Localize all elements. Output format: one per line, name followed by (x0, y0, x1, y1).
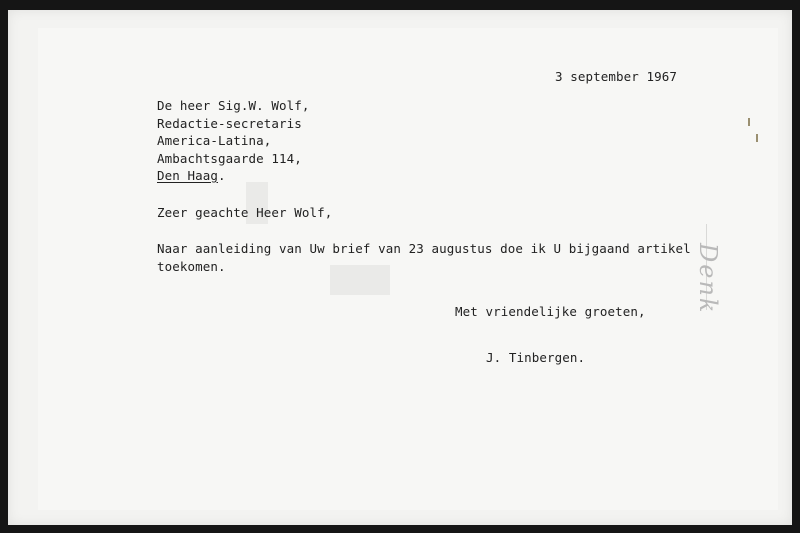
address-city: Den Haag (157, 168, 219, 183)
closing: Met vriendelijke groeten, (455, 304, 646, 319)
address-city-line (157, 167, 310, 185)
letter-body (157, 240, 691, 275)
recipient-address (157, 97, 310, 185)
handwritten-margin-note: Denk (694, 243, 722, 315)
address-line: Ambachtsgaarde 114, (157, 150, 302, 166)
address-city-suffix: . (218, 168, 226, 183)
signature: J. Tinbergen. (486, 350, 586, 365)
edge-mark (756, 134, 758, 142)
body-line: Naar aanleiding van Uw brief van 23 augustus doe ik U bijgaand artikel (157, 241, 691, 256)
salutation: Zeer geachte Heer Wolf, (157, 205, 333, 220)
letter-date: 3 september 1967 (555, 69, 678, 84)
body-line: toekomen. (157, 258, 226, 274)
address-line: Redactie-secretaris (157, 115, 302, 131)
edge-mark (748, 118, 750, 126)
address-line: De heer Sig.W. Wolf, (157, 98, 310, 113)
address-line: America-Latina, (157, 133, 272, 148)
